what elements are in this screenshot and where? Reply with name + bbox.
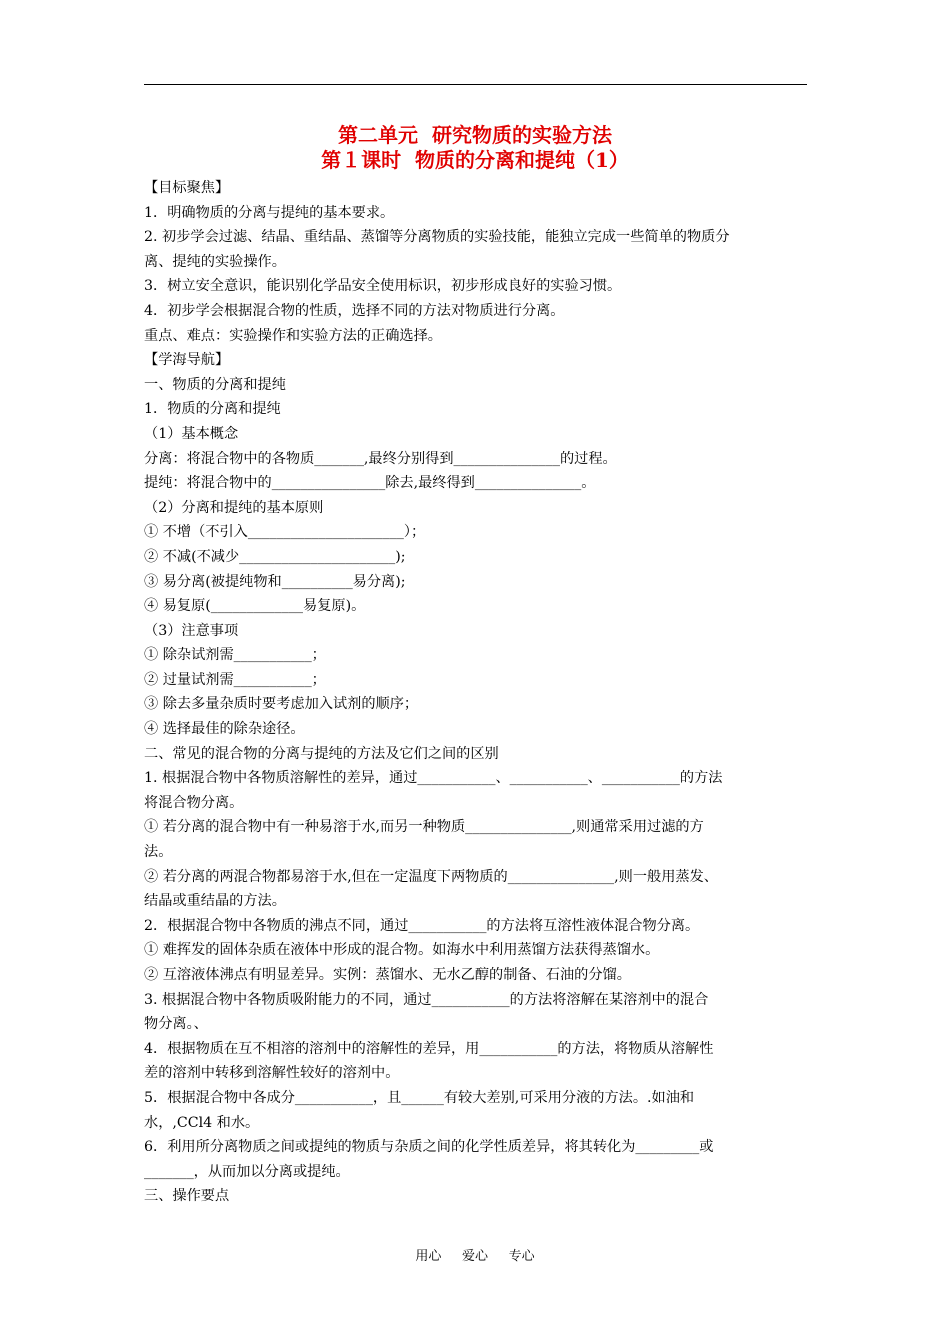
document-body — [144, 176, 816, 1209]
text-line: _______，从而加以分离或提纯。 — [144, 1163, 350, 1180]
text-line: 离、提纯的实验操作。 — [144, 253, 286, 270]
text-line: 结晶或重结晶的方法。 — [144, 893, 286, 910]
text-line: ③ 易分离(被提纯物和__________易分离); — [144, 573, 406, 590]
unit-title: 第二单元 研究物质的实验方法 — [338, 123, 612, 147]
text-line: 【目标聚焦】 — [144, 180, 230, 196]
text-line: 2. 初步学会过滤、结晶、重结晶、蒸馏等分离物质的实验技能，能独立完成一些简单的物质分 — [144, 229, 730, 246]
text-line: 1．物质的分离和提纯 — [144, 401, 281, 418]
text-line: ④ 易复原(_____________易复原)。 — [144, 598, 366, 615]
text-line: ① 除杂试剂需___________； — [144, 647, 326, 664]
text-line: 重点、难点：实验操作和实验方法的正确选择。 — [144, 327, 442, 344]
text-line: 将混合物分离。 — [144, 794, 244, 811]
text-line: （3）注意事项 — [144, 622, 239, 639]
lesson-title: 第１课时 物质的分离和提纯（1） — [321, 148, 629, 172]
text-line: ① 难挥发的固体杂质在液体中形成的混合物。如海水中利用蒸馏方法获得蒸馏水。 — [144, 942, 660, 959]
text-line: 3. 根据混合物中各物质吸附能力的不同，通过___________的方法将溶解在某溶剂中的混合 — [144, 991, 709, 1008]
text-line: 三、操作要点 — [144, 1188, 230, 1205]
text-line: （2）分离和提纯的基本原则 — [144, 499, 324, 516]
text-line: ① 不增（不引入______________________）； — [144, 524, 426, 541]
text-line: ② 若分离的两混合物都易溶于水,但在一定温度下两物质的_______________,则一般用蒸发、 — [144, 868, 718, 885]
text-line: ② 过量试剂需___________； — [144, 671, 326, 688]
text-line: 4．根据物质在互不相溶的溶剂中的溶解性的差异，用___________的方法，将物质从溶解性 — [144, 1040, 714, 1057]
text-line: 提纯：将混合物中的________________除去,最终得到_______________。 — [144, 475, 596, 492]
page-footer: 用心 爱心 专心 — [415, 1249, 535, 1264]
text-line: ② 不减(不减少______________________); — [144, 548, 406, 565]
text-line: ② 互溶液体沸点有明显差异。实例：蒸馏水、无水乙醇的制备、石油的分馏。 — [144, 967, 631, 983]
text-line: 1. 根据混合物中各物质溶解性的差异，通过___________、___________、___________的方法 — [144, 770, 723, 787]
text-line: 法。 — [144, 844, 173, 861]
text-line: 2．根据混合物中各物质的沸点不同，通过___________的方法将互溶性液体混合物分离。 — [144, 917, 700, 934]
text-line: ① 若分离的混合物中有一种易溶于水,而另一种物质_______________,则通常采用过滤的方 — [144, 819, 704, 836]
text-line: 分离：将混合物中的各物质_______,最终分别得到_______________的过程。 — [144, 450, 617, 467]
text-line: 5．根据混合物中各成分___________，且______有较大差别,可采用分液的方法。.如油和 — [144, 1089, 695, 1106]
text-line: ④ 选择最佳的除杂途径。 — [144, 721, 305, 738]
text-line: 4．初步学会根据混合物的性质，选择不同的方法对物质进行分离。 — [144, 302, 565, 319]
header-rule — [144, 84, 807, 85]
text-line: 一、物质的分离和提纯 — [144, 376, 286, 393]
text-line: 物分离。、 — [144, 1016, 208, 1033]
text-line: 二、常见的混合物的分离与提纯的方法及它们之间的区别 — [144, 745, 499, 762]
text-line: 水，,CCl4 和水。 — [144, 1114, 260, 1131]
text-line: 差的溶剂中转移到溶解性较好的溶剂中。 — [144, 1065, 400, 1082]
text-line: 【学海导航】 — [144, 352, 230, 369]
text-line: ③ 除去多量杂质时要考虑加入试剂的顺序； — [144, 696, 419, 713]
text-line: 3．树立安全意识，能识别化学品安全使用标识，初步形成良好的实验习惯。 — [144, 278, 622, 295]
text-line: （1）基本概念 — [144, 425, 239, 442]
text-line: 1．明确物质的分离与提纯的基本要求。 — [144, 204, 395, 221]
text-line: 6．利用所分离物质之间或提纯的物质与杂质之间的化学性质差异，将其转化为_________或 — [144, 1139, 714, 1156]
